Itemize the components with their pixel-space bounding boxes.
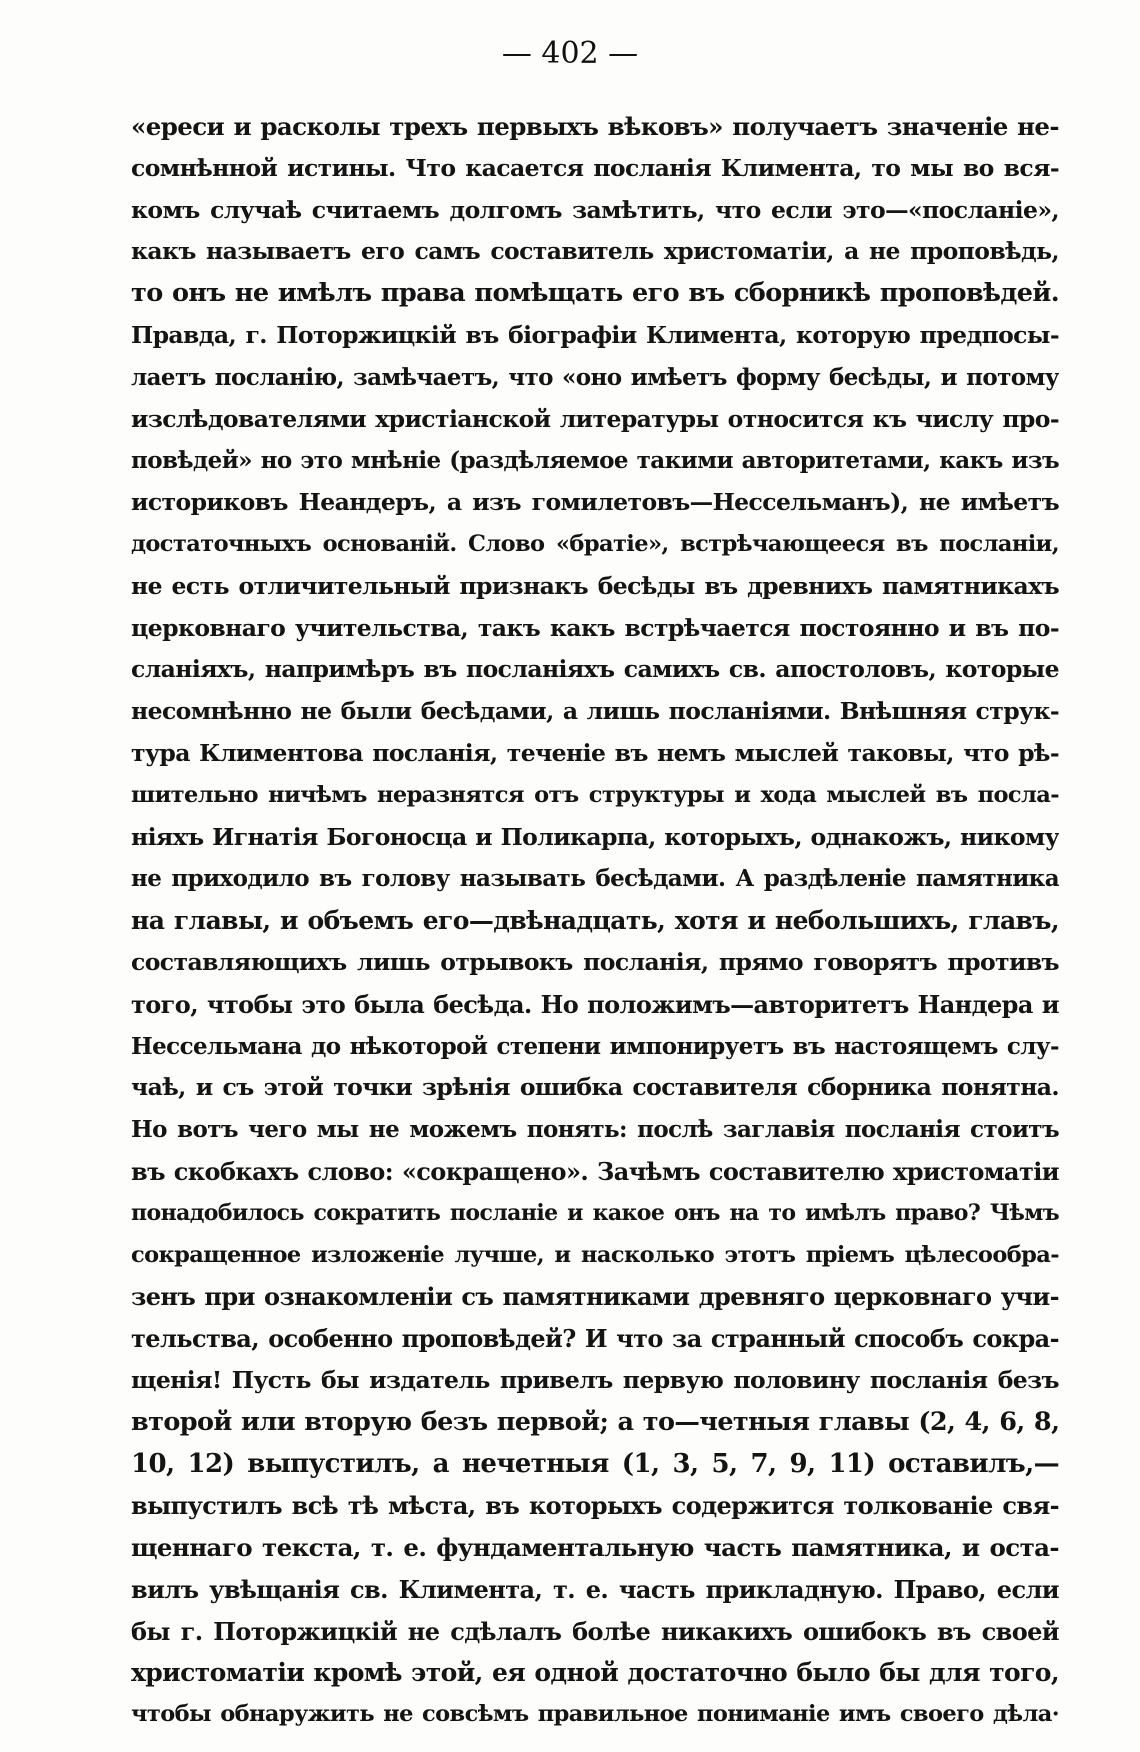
text-line: шительно ничѣмъ неразнятся отъ структуры и хода мыслей въ посла- — [131, 781, 1059, 808]
text-line: Но вотъ чего мы не можемъ понять: послѣ заглавія посланія стоитъ — [131, 1116, 1059, 1144]
text-line: лаетъ посланію, замѣчаетъ, что «оно имѣетъ форму бесѣды, и потому — [131, 363, 1059, 391]
text-line: того, чтобы это была бесѣда. Но положимъ—авторитетъ Нандера и — [131, 989, 1059, 1019]
text-line: историковъ Неандеръ, а изъ гомилетовъ—Нессельманъ), не имѣетъ — [131, 488, 1059, 517]
text-line: чаѣ, и съ этой точки зрѣнія ошибка составителя сборника понятна. — [131, 1073, 1059, 1102]
text-line: «ереси и расколы трехъ первыхъ вѣковъ» получаетъ значеніе не- — [131, 112, 1059, 141]
text-line: не есть отличительный признакъ бесѣды въ древнихъ памятникахъ — [131, 571, 1059, 600]
text-line: комъ случаѣ считаемъ долгомъ замѣтить, что если это—«посланіе», — [131, 195, 1059, 224]
text-line: Правда, г. Поторжицкій въ біографіи Климента, которую предпосы- — [131, 320, 1059, 349]
text-line: ніяхъ Игнатія Богоносца и Поликарпа, которыхъ, однакожъ, никому — [131, 822, 1059, 851]
text-line: сокращенное изложеніе лучше, и насколько этотъ пріемъ цѣлесообра- — [131, 1241, 1059, 1268]
text-line: зенъ при ознакомленіи съ памятниками древняго церковнаго учи- — [131, 1282, 1059, 1312]
text-line: сланіяхъ, напримѣръ въ посланіяхъ самихъ св. апостоловъ, которые — [131, 655, 1059, 684]
text-line: чтобы обнаружить не совсѣмъ правильное пониманіе имъ своего дѣла· — [131, 1701, 1059, 1728]
text-line: щеннаго текста, т. е. фундаментальную часть памятника, и оста- — [131, 1533, 1059, 1563]
text-line: несомнѣнно не были бесѣдами, а лишь посланіями. Внѣшняя струк- — [131, 697, 1059, 726]
text-line: составляющихъ лишь отрывокъ посланія, прямо говорятъ противъ — [131, 947, 1059, 976]
text-line: щенія! Пусть бы издатель привелъ первую половину посланія безъ — [131, 1365, 1059, 1394]
text-line: бы г. Поторжицкій не сдѣлалъ болѣе никакихъ ошибокъ въ своей — [131, 1616, 1059, 1646]
text-line: какъ называетъ его самъ составитель христоматіи, а не проповѣдь, — [131, 237, 1059, 266]
text-line: тура Климентова посланія, теченіе въ немъ мыслей таковы, что рѣ- — [131, 738, 1059, 767]
text-line: въ скобкахъ слово: «сокращено». Зачѣмъ составителю христоматіи — [131, 1156, 1059, 1186]
body-text — [131, 106, 1059, 1736]
text-line: достаточныхъ основаній. Слово «братіе», встрѣчающееся въ посланіи, — [131, 530, 1059, 557]
text-line: вилъ увѣщанія св. Климента, т. е. часть прикладную. Право, если — [131, 1574, 1059, 1604]
text-line: церковнаго учительства, такъ какъ встрѣчается постоянно и въ по- — [131, 613, 1059, 642]
text-line: второй или вторую безъ первой; а то—четныя главы (2, 4, 6, 8, — [131, 1406, 1059, 1437]
text-line: понадобилось сократить посланіе и какое онъ на то имѣлъ право? Чѣмъ — [131, 1199, 1059, 1226]
text-line: изслѣдователями христіанской литературы относится къ числу про- — [131, 404, 1059, 433]
text-line: тельства, особенно проповѣдей? И что за странный способъ сокра- — [131, 1324, 1059, 1354]
text-line: христоматіи кромѣ этой, ея одной достаточно было бы для того, — [131, 1658, 1059, 1688]
text-line: выпустилъ всѣ тѣ мѣста, въ которыхъ содержится толкованіе свя- — [131, 1491, 1059, 1521]
text-line: повѣдей» но это мнѣніе (раздѣляемое такими авторитетами, какъ изъ — [131, 447, 1059, 475]
text-line: то онъ не имѣлъ права помѣщать его въ сборникѣ проповѣдей. — [131, 278, 1059, 309]
page-number: — 402 — — [501, 36, 639, 71]
text-line: 10, 12) выпустилъ, а нечетныя (1, 3, 5, 7, 9, 11) оставилъ,— — [131, 1448, 1059, 1479]
text-line: не приходило въ голову называть бесѣдами. А раздѣленіе памятника — [131, 865, 1059, 893]
text-line: сомнѣнной истины. Что касается посланія Климента, то мы во вся- — [131, 153, 1059, 182]
text-line: Нессельмана до нѣкоторой степени импонируетъ въ настоящемъ слу- — [131, 1032, 1059, 1060]
text-line: на главы, и объемъ его—двѣнадцать, хотя и небольшихъ, главъ, — [131, 906, 1059, 936]
